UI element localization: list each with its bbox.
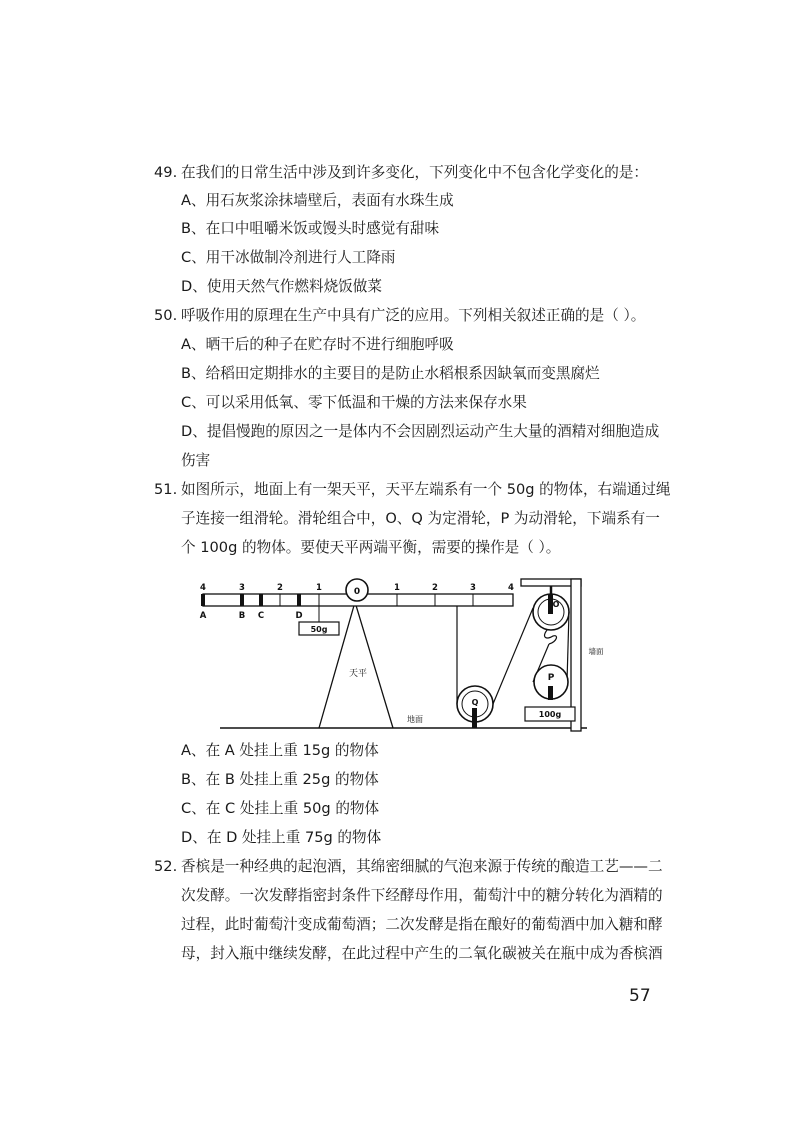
tick-label: 4	[200, 583, 206, 593]
option-d: D、提倡慢跑的原因之一是体内不会因剧烈运动产生大量的酒精对细胞造成	[181, 423, 660, 440]
pulley-q-label: Q	[471, 698, 479, 707]
question-stem: 呼吸作用的原理在生产中具有广泛的应用。下列相关叙述正确的是（ ）。	[181, 307, 646, 324]
option-d-continued: 伤害	[181, 452, 211, 469]
hook-marker-d	[297, 594, 301, 606]
tick-label: 3	[470, 583, 476, 593]
hook-marker-a	[201, 594, 205, 606]
hook-marker-c	[259, 594, 263, 606]
point-label-b: B	[238, 611, 246, 621]
rope	[493, 608, 533, 704]
question-number: 49.	[154, 164, 178, 181]
page-number: 57	[629, 986, 651, 1006]
question-stem: 子连接一组滑轮。滑轮组合中，O、Q 为定滑轮，P 为动滑轮，下端系有一	[181, 510, 660, 527]
question-number: 51.	[154, 481, 178, 498]
rope-loop	[545, 630, 557, 644]
question-stem: 在我们的日常生活中涉及到许多变化，下列变化中不包含化学变化的是：	[181, 164, 649, 181]
question-number: 50.	[154, 307, 178, 324]
hook-marker-b	[240, 594, 244, 606]
question-stem: 个 100g 的物体。要使天平两端平衡，需要的操作是（ ）。	[181, 539, 561, 556]
pulley-p-axle	[548, 686, 553, 700]
option-a: A、用石灰浆涂抹墙壁后，表面有水珠生成	[181, 192, 454, 209]
left-weight-label: 50g	[310, 625, 328, 634]
pivot-label: 0	[353, 587, 361, 597]
question-stem: 如图所示，地面上有一架天平，天平左端系有一个 50g 的物体，右端通过绳	[181, 481, 671, 498]
option-a: A、在 A 处挂上重 15g 的物体	[181, 742, 379, 759]
balance-stand	[319, 602, 393, 728]
option-d: D、使用天然气作燃料烧饭做菜	[181, 278, 382, 295]
right-weight-label: 100g	[538, 710, 562, 719]
tick-label: 1	[394, 583, 400, 593]
question-number: 52.	[154, 858, 178, 875]
rope	[567, 612, 569, 682]
tick-label: 3	[239, 583, 245, 593]
tick-label: 2	[432, 583, 438, 593]
question-stem: 母，封入瓶中继续发酵，在此过程中产生的二氧化碳被关在瓶中成为香槟酒	[181, 945, 663, 962]
question-stem: 次发酵。一次发酵指密封条件下经酵母作用，葡萄汁中的糖分转化为酒精的	[181, 887, 663, 904]
option-a: A、晒干后的种子在贮存时不进行细胞呼吸	[181, 336, 454, 353]
point-label-d: D	[295, 611, 303, 621]
pulley-q-mount	[472, 708, 477, 728]
wall-label: 墙面	[588, 647, 604, 656]
ground-label: 地面	[407, 715, 423, 724]
pulley-p-label: P	[547, 673, 555, 683]
option-b: B、给稻田定期排水的主要目的是防止水稻根系因缺氧而变黑腐烂	[181, 365, 600, 382]
option-c: C、在 C 处挂上重 50g 的物体	[181, 800, 380, 817]
option-c: C、用干冰做制冷剂进行人工降雨	[181, 249, 396, 266]
balance-label: 天平	[348, 669, 368, 679]
tick-label: 2	[277, 583, 283, 593]
question-stem: 香槟是一种经典的起泡酒，其绵密细腻的气泡来源于传统的酿造工艺——二	[181, 858, 663, 875]
pulley-o-label: O	[552, 600, 560, 609]
option-b: B、在 B 处挂上重 25g 的物体	[181, 771, 379, 788]
tick-label: 1	[316, 583, 322, 593]
option-b: B、在口中咀嚼米饭或馒头时感觉有甜味	[181, 220, 440, 237]
point-label-a: A	[199, 611, 207, 621]
tick-label: 4	[508, 583, 514, 593]
balance-pulley-diagram	[195, 576, 605, 736]
point-label-c: C	[257, 611, 265, 621]
option-c: C、可以采用低氧、零下低温和干燥的方法来保存水果	[181, 394, 527, 411]
question-stem: 过程，此时葡萄汁变成葡萄酒；二次发酵是指在酿好的葡萄酒中加入糖和酵	[181, 916, 663, 933]
option-d: D、在 D 处挂上重 75g 的物体	[181, 829, 382, 846]
